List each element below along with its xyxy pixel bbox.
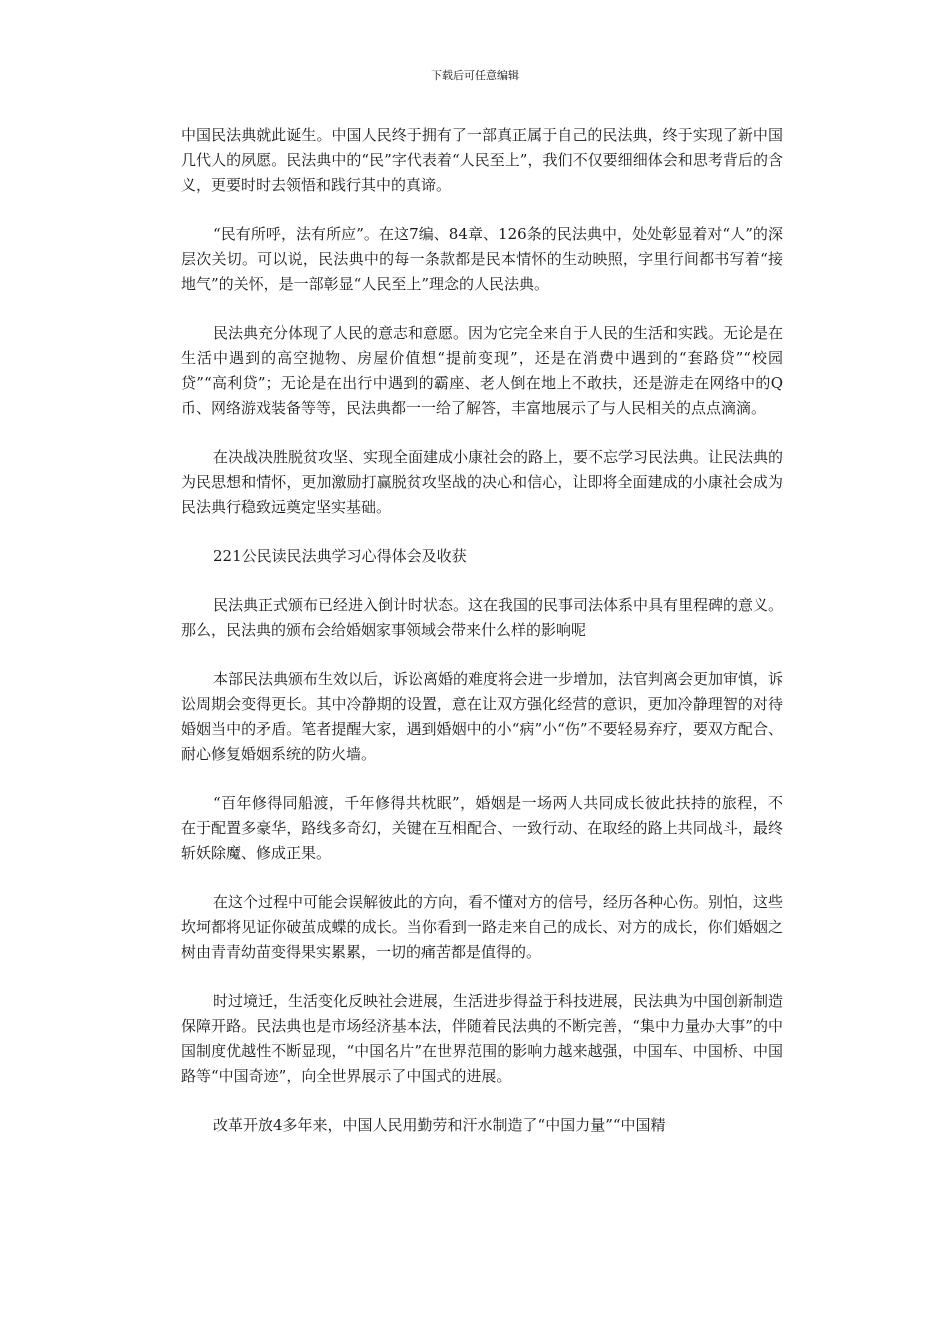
paragraph-social-progress: 时过境迁，生活变化反映社会进展，生活进步得益于科技进展，民法典为中国创新制造保障开路。民法典也是市场经济基本法，伴随着民法典的不断完善，“集中力量办大事”的中国制度优越性不断显现，“中国名片”在世界范围的影响力越来越强，中国车、中国桥、中国路等“中国奇迹”，向全世界展示了中国式的进展。 — [181, 992, 784, 1085]
paragraph-people-will: 民法典充分体现了人民的意志和意愿。因为它完全来自于人民的生活和实践。无论是在生活中遇到的高空抛物、房屋价值想“提前变现”，还是在消费中遇到的“套路贷”“校园贷”“高利贷”；无论是在出行中遇到的霸座、老人倒在地上不敢扶，还是游走在网络中的Q币、网络游戏装备等等，民法典都一一给了解答，丰富地展示了与人民相关的点点滴滴。 — [181, 324, 784, 417]
paragraph-growth: 在这个过程中可能会误解彼此的方向，看不懂对方的信号，经历各种心伤。别怕，这些坎坷都将见证你破茧成蝶的成长。当你看到一路走来自己的成长、对方的成长，你们婚姻之树由青青幼苗变得果实累累，一切的痛苦都是值得的。 — [181, 893, 784, 961]
paragraph-poverty-alleviation: 在决战决胜脱贫攻坚、实现全面建成小康社会的路上，要不忘学习民法典。让民法典的为民思想和情怀，更加激励打赢脱贫攻坚战的决心和信心，让即将全面建成的小康社会成为民法典行稳致远奠定坚实基础。 — [181, 448, 784, 516]
paragraph-min-you-suo-hu: “民有所呼，法有所应”。在这7编、84章、126条的民法典中，处处彰显着对“人”的深层次关切。可以说，民法典中的每一条款都是民本情怀的生动映照，字里行间都书写着“接地气”的关怀，是一部彰显“人民至上”理念的人民法典。 — [181, 225, 783, 293]
paragraph-intro-continuation: 中国民法典就此诞生。中国人民终于拥有了一部真正属于自己的民法典，终于实现了新中国几代人的夙愿。民法典中的“民”字代表着“人民至上”，我们不仅要细细体会和思考背后的含义，更要时时去领悟和践行其中的真谛。 — [181, 126, 783, 194]
paragraph-countdown: 民法典正式颁布已经进入倒计时状态。这在我国的民事司法体系中具有里程碑的意义。那么，民法典的颁布会给婚姻家事领域会带来什么样的影响呢 — [181, 596, 784, 639]
paragraph-reform-opening: 改革开放4多年来，中国人民用勤劳和汗水制造了“中国力量”“中国精 — [213, 1116, 666, 1134]
section-heading: 221公民读民法典学习心得体会及收获 — [213, 547, 467, 565]
paragraph-marriage-journey: “百年修得同船渡，千年修得共枕眠”，婚姻是一场两人共同成长彼此扶持的旅程，不在于配置多豪华，路线多奇幻，关键在互相配合、一致行动、在取经的路上共同战斗，最终斩妖除魔、修成正果。 — [181, 794, 783, 862]
page-header-note: 下载后可任意编辑 — [431, 69, 519, 82]
document-body — [181, 123, 783, 1162]
paragraph-divorce-litigation: 本部民法典颁布生效以后，诉讼离婚的难度将会进一步增加，法官判离会更加审慎，诉讼周期会变得更长。其中冷静期的设置，意在让双方强化经营的意识，更加冷静理智的对待婚姻当中的矛盾。笔者提醒大家，遇到婚姻中的小“病”小“伤”不要轻易弃疗，要双方配合、耐心修复婚姻系统的防火墙。 — [181, 670, 784, 763]
